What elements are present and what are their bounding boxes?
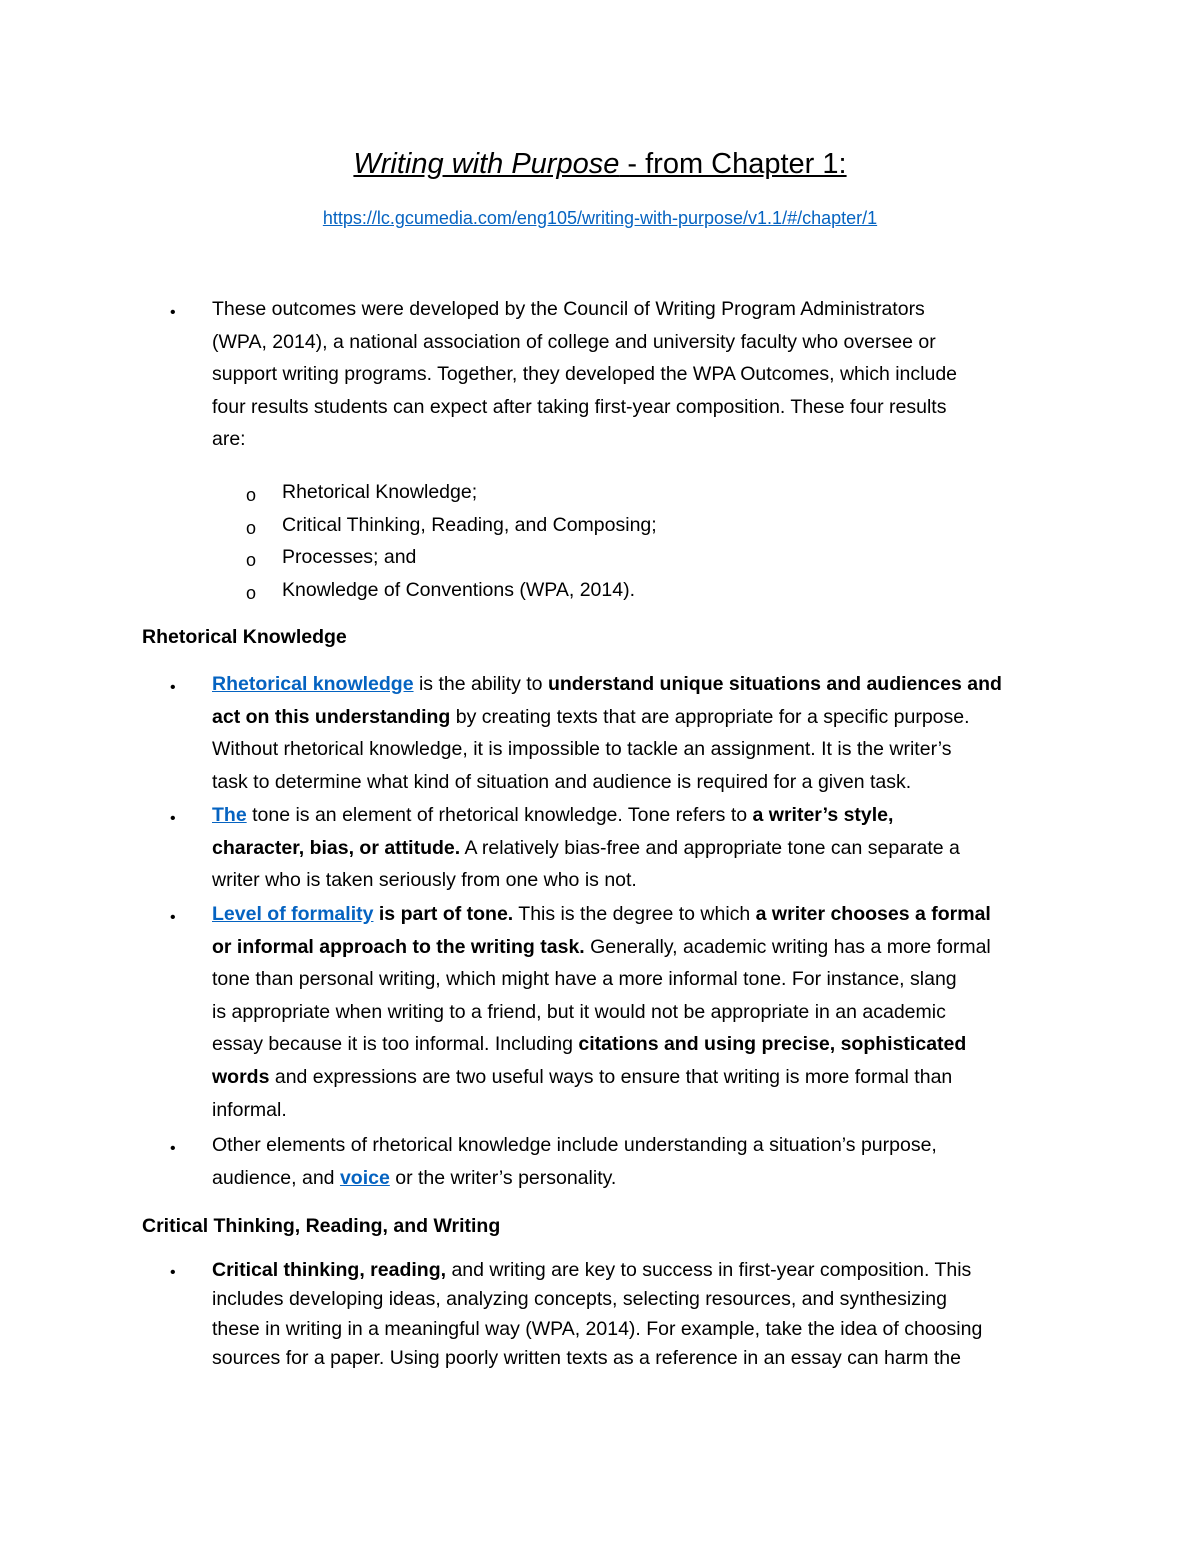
bold-text: a writer’s style,: [752, 804, 894, 826]
bullet-icon: •: [170, 1264, 176, 1281]
bullet-icon: •: [170, 810, 176, 827]
title-italic: Writing with Purpose: [353, 148, 620, 180]
text-line: sources for a paper. Using poorly written texts as a reference in an essay can harm the: [212, 1346, 961, 1369]
other-elements-paragraph: [212, 1129, 1072, 1194]
bold-text: Critical thinking, reading,: [212, 1259, 447, 1281]
section-heading-critical-thinking: Critical Thinking, Reading, and Writing: [142, 1215, 501, 1237]
sub-list-item: Rhetorical Knowledge;: [282, 481, 478, 503]
intro-line: These outcomes were developed by the Council of Writing Program Administrators: [212, 298, 925, 320]
text-line: writer who is taken seriously from one who is not.: [212, 869, 637, 892]
sub-list-item: Processes; and: [282, 546, 417, 568]
source-url-link[interactable]: https://lc.gcumedia.com/eng105/writing-with-purpose/v1.1/#/chapter/1: [322, 208, 878, 228]
sub-list-item: Critical Thinking, Reading, and Composing;: [282, 514, 657, 536]
level-of-formality-link[interactable]: Level of formality: [212, 903, 374, 925]
text-run: by creating texts that are appropriate for a specific purpose.: [450, 705, 970, 728]
tone-paragraph: [212, 799, 1072, 897]
sub-bullet-icon: o: [246, 583, 257, 603]
sub-bullet-icon: o: [246, 485, 257, 505]
text-line: includes developing ideas, analyzing concepts, selecting resources, and synthesizing: [212, 1288, 947, 1311]
page-title: [0, 144, 1200, 184]
text-run: or the writer’s personality.: [389, 1166, 617, 1189]
sub-bullet-icon: o: [246, 550, 257, 570]
sub-bullet-icon: o: [246, 518, 257, 538]
section-heading-rhetorical-knowledge: Rhetorical Knowledge: [142, 626, 347, 648]
critical-thinking-paragraph: [212, 1256, 1072, 1373]
formality-paragraph: [212, 898, 1072, 1126]
bold-text: words: [212, 1065, 270, 1088]
text-line: tone than personal writing, which might have a more informal tone. For instance, slang: [212, 968, 957, 991]
intro-paragraph: [212, 293, 1072, 456]
sub-list-item: Knowledge of Conventions (WPA, 2014).: [282, 579, 635, 601]
bold-text: character, bias, or attitude.: [212, 836, 461, 859]
text-line: is appropriate when writing to a friend, but it would not be appropriate in an academic: [212, 1000, 946, 1023]
text-run: audience, and: [212, 1166, 340, 1189]
text-line: these in writing in a meaningful way (WPA, 2014). For example, take the idea of choosing: [212, 1317, 983, 1340]
text-line: Other elements of rhetorical knowledge include understanding a situation’s purpose,: [212, 1134, 937, 1156]
bold-text: a writer chooses a formal: [755, 903, 991, 925]
voice-link[interactable]: voice: [339, 1166, 390, 1189]
text-line: task to determine what kind of situation and audience is required for a given task.: [212, 770, 912, 793]
text-line: Without rhetorical knowledge, it is impossible to tackle an assignment. It is the writer’s: [212, 738, 952, 761]
intro-line: support writing programs. Together, they developed the WPA Outcomes, which include: [212, 363, 958, 386]
intro-line: four results students can expect after taking first-year composition. These four results: [212, 395, 947, 418]
text-run: Generally, academic writing has a more formal: [584, 935, 991, 958]
text-run: A relatively bias-free and appropriate tone can separate a: [460, 836, 960, 859]
text-run: is the ability to: [413, 673, 548, 695]
the-tone-link[interactable]: The: [212, 804, 247, 826]
intro-line: (WPA, 2014), a national association of college and university faculty who oversee or: [212, 330, 936, 353]
bullet-icon: •: [170, 909, 176, 926]
rhetorical-knowledge-link[interactable]: Rhetorical knowledge: [212, 673, 414, 695]
intro-line: are:: [212, 428, 246, 451]
bullet-icon: •: [170, 1140, 176, 1157]
text-run: and writing are key to success in first-year composition. This: [446, 1259, 972, 1281]
bold-text: citations and using precise, sophisticated: [578, 1033, 967, 1056]
bold-text: or informal approach to the writing task.: [212, 935, 585, 958]
bold-text: understand unique situations and audiences and: [547, 673, 1002, 695]
title-rest: - from Chapter 1:: [619, 148, 847, 180]
text-run: This is the degree to which: [513, 903, 756, 925]
bullet-icon: •: [170, 679, 176, 696]
rhetorical-knowledge-paragraph: [212, 668, 1072, 798]
text-run: and expressions are two useful ways to ensure that writing is more formal than: [269, 1065, 953, 1088]
text-run: essay because it is too informal. Including: [212, 1033, 579, 1056]
bold-text: act on this understanding: [212, 705, 451, 728]
bullet-icon: •: [170, 304, 176, 321]
text-line: informal.: [212, 1098, 287, 1121]
bold-text: is part of tone.: [373, 903, 514, 925]
text-run: tone is an element of rhetorical knowledge. Tone refers to: [246, 804, 753, 826]
